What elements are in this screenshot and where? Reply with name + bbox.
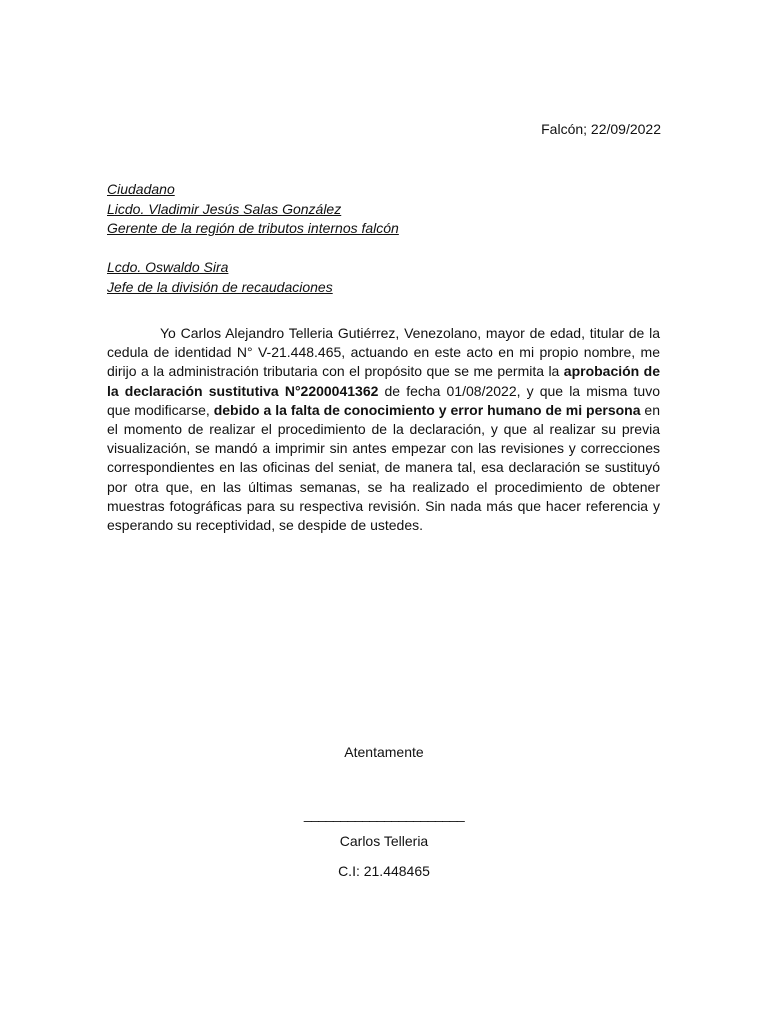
recipient-title: Ciudadano <box>107 181 175 197</box>
letter-date: Falcón; 22/09/2022 <box>541 121 661 137</box>
recipient-spacer <box>107 239 667 259</box>
letter-body <box>107 324 660 535</box>
body-bold-declaration: aprobación de la declaración sustitutiva N°2200041362 <box>107 363 661 399</box>
signer-id: C.I: 21.448465 <box>338 863 430 879</box>
second-recipient-position: Jefe de la división de recaudaciones <box>107 278 333 295</box>
second-recipient-name: Lcdo. Oswaldo Sira <box>107 259 229 275</box>
body-text-part-3: en el momento de realizar el procedimiento de la declaración, y que al realizar su previa visualización, se mandó a imprimir sin antes empezar con las revisiones y correcciones correspondientes en las oficinas del seniat, de manera tal, esa declaración se sustituyó por otra que, en las últimas semanas, se ha realizado el procedimiento de obtener muestras fotográficas para su respectiva revisión. Sin nada más que hacer referencia y esperando su receptividad, se despide de ustedes. <box>107 401 661 534</box>
recipients-block <box>107 180 667 297</box>
closing-salutation: Atentamente <box>344 744 424 760</box>
body-bold-reason: debido a la falta de conocimiento y error humano de mi persona <box>213 401 641 418</box>
body-text-part-2: de fecha 01/08/2022, y que la misma tuvo que modificarse, <box>107 382 660 418</box>
signer-name: Carlos Telleria <box>339 833 429 849</box>
body-text-part-1: Yo Carlos Alejandro Telleria Gutiérrez, Venezolano, mayor de edad, titular de la cedula de identidad N° V-21.448.465, actuando en este acto en mi propio nombre, me dirijo a la administración tributaria con el propósito que se me permita la <box>107 325 660 380</box>
signature-line: ______________________ <box>303 806 465 822</box>
recipient-name: Licdo. Vladimir Jesús Salas González <box>107 200 342 217</box>
recipient-position: Gerente de la región de tributos internos falcón <box>107 220 399 236</box>
